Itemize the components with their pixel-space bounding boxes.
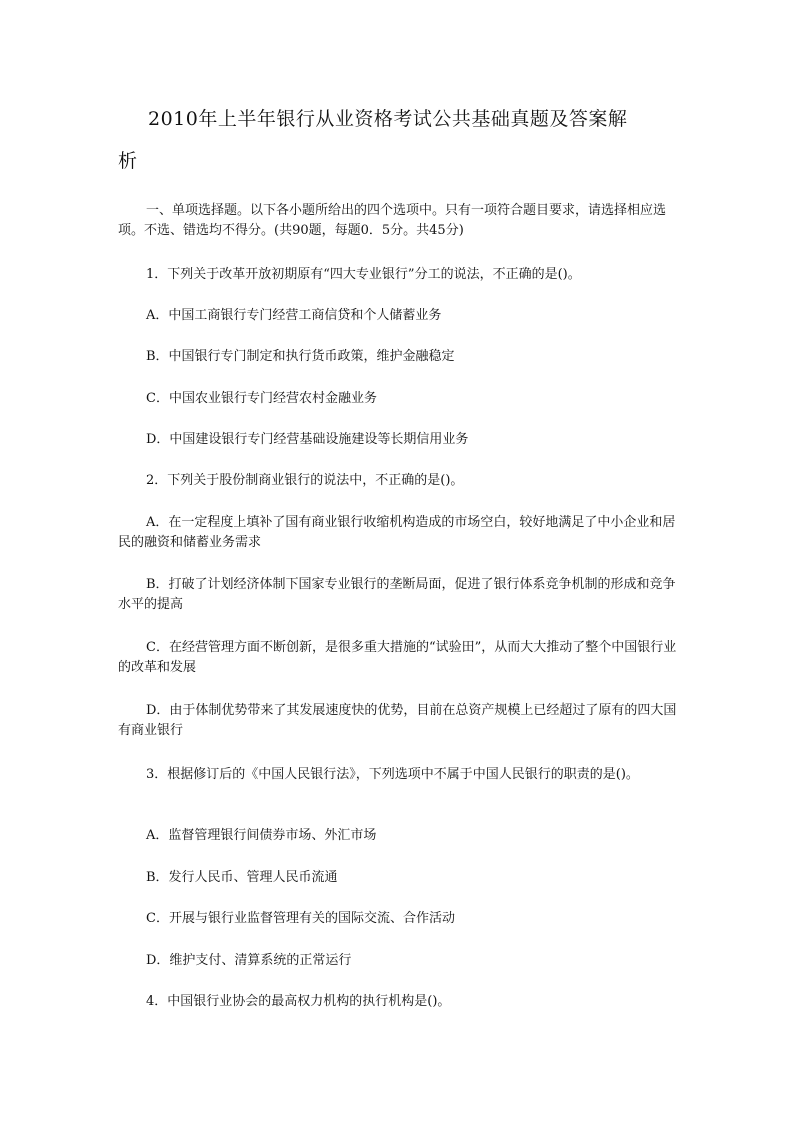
document-title-line-1: 2010年上半年银行从业资格考试公共基础真题及答案解	[148, 108, 628, 130]
document-title-line-2: 析	[118, 150, 138, 172]
question-1-option-b: B．中国银行专门制定和执行货币政策，维护金融稳定	[146, 349, 455, 364]
question-3-option-c: C．开展与银行业监督管理有关的国际交流、合作活动	[146, 911, 455, 926]
question-2-option-c: C．在经营管理方面不断创新，是很多重大措施的“试验田”，从而大大推动了整个中国银行业的改革和发展	[118, 640, 677, 675]
question-3-option-b: B．发行人民币、管理人民币流通	[146, 870, 338, 885]
question-2-stem: 2．下列关于股份制商业银行的说法中，不正确的是()。	[146, 473, 464, 488]
question-1-option-a: A．中国工商银行专门经营工商信贷和个人储蓄业务	[146, 308, 442, 323]
question-3-option-a: A．监督管理银行间债券市场、外汇市场	[146, 828, 377, 843]
question-3-option-d: D．维护支付、清算系统的正常运行	[146, 953, 352, 968]
question-1-option-d: D．中国建设银行专门经营基础设施建设等长期信用业务	[146, 432, 469, 447]
question-2-option-d: D．由于体制优势带来了其发展速度快的优势，目前在总资产规模上已经超过了原有的四大国有商业银行	[118, 703, 677, 738]
question-3-stem: 3．根据修订后的《中国人民银行法》，下列选项中不属于中国人民银行的职责的是()。	[146, 767, 639, 782]
question-1-option-c: C．中国农业银行专门经营农村金融业务	[146, 391, 377, 406]
section-instructions: 一、单项选择题。以下各小题所给出的四个选项中。只有一项符合题目要求，请选择相应选项。不选、错选均不得分。(共90题，每题0．5分。共45分)	[118, 203, 667, 238]
question-1-stem: 1．下列关于改革开放初期原有“四大专业银行”分工的说法，不正确的是()。	[146, 267, 581, 282]
question-2-option-b: B．打破了计划经济体制下国家专业银行的垄断局面，促进了银行体系竞争机制的形成和竞争水平的提高	[118, 577, 676, 612]
question-4-stem: 4．中国银行业协会的最高权力机构的执行机构是()。	[146, 994, 451, 1009]
question-2-option-a: A．在一定程度上填补了国有商业银行收缩机构造成的市场空白，较好地满足了中小企业和居民的融资和储蓄业务需求	[118, 515, 676, 550]
